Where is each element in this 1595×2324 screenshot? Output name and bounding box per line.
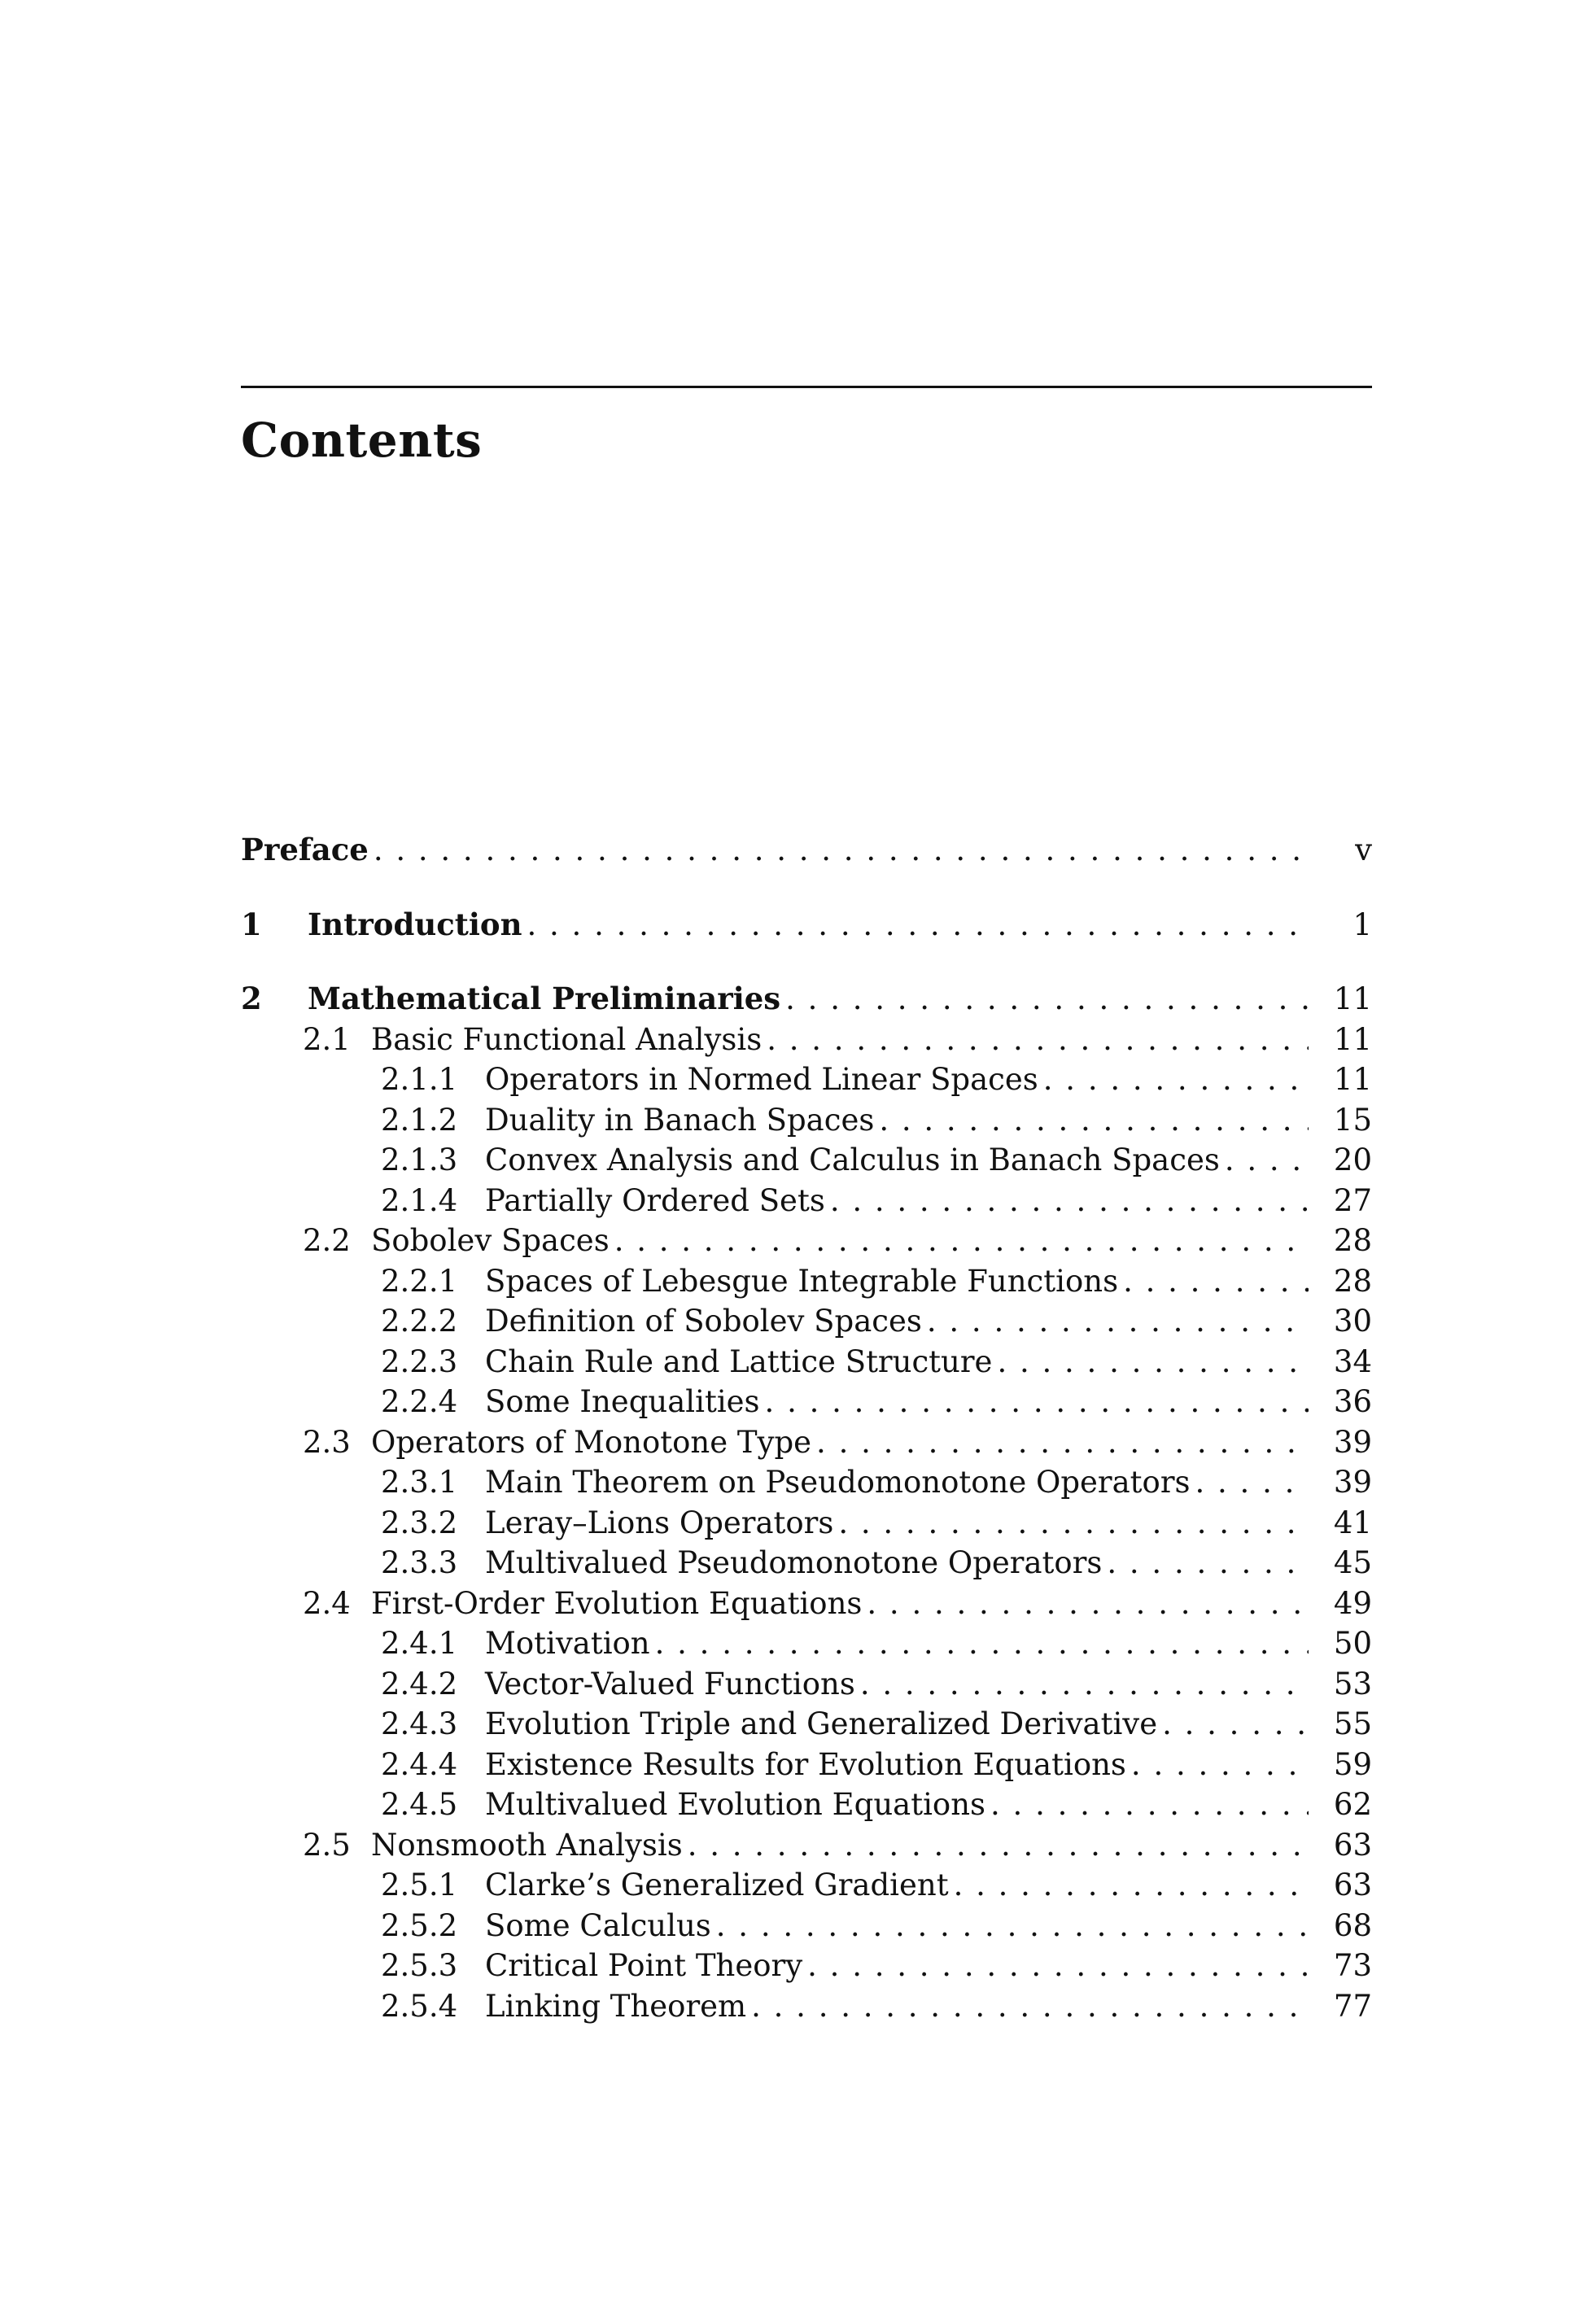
toc-entry-page: 45 bbox=[1333, 1545, 1372, 1580]
toc-entry-title: Vector-Valued Functions bbox=[485, 1666, 855, 1702]
toc-entry-subsection[interactable] bbox=[241, 1140, 1372, 1181]
toc-entry-page: 1 bbox=[1352, 906, 1372, 942]
toc-entry-title: Operators of Monotone Type bbox=[371, 1424, 812, 1460]
toc-entry-number: 2.5.4 bbox=[381, 1988, 458, 2024]
toc-entry-subsection[interactable] bbox=[241, 1986, 1372, 2027]
dot-leader bbox=[1131, 1745, 1309, 1785]
toc-entry-number: 2.5.1 bbox=[381, 1868, 458, 1902]
toc-entry-number: 2.2.1 bbox=[381, 1263, 458, 1299]
toc-entry-subsection[interactable] bbox=[241, 1342, 1372, 1383]
toc-entry-number: 2.2 bbox=[303, 1223, 351, 1258]
toc-entry-subsection[interactable] bbox=[241, 1462, 1372, 1503]
toc-entry-title: Motivation bbox=[485, 1626, 650, 1661]
toc-entry-title: Multivalued Pseudomonotone Operators bbox=[485, 1545, 1103, 1580]
toc-entry-page: 28 bbox=[1333, 1223, 1372, 1258]
toc-entry-number: 2.2.4 bbox=[381, 1384, 458, 1419]
toc-entry-section[interactable] bbox=[241, 1020, 1372, 1060]
toc-entry-number: 2.1.3 bbox=[381, 1142, 458, 1177]
dot-leader bbox=[954, 1865, 1309, 1906]
toc-entry-title: Introduction bbox=[308, 906, 522, 942]
toc-entry-page: 30 bbox=[1333, 1304, 1372, 1339]
dot-leader bbox=[655, 1623, 1309, 1664]
toc-entry-number: 2.1 bbox=[303, 1021, 351, 1057]
toc-entry-title: Some Calculus bbox=[485, 1907, 711, 1943]
toc-entry-title: Preface bbox=[241, 832, 369, 867]
toc-entry-number: 2.5 bbox=[303, 1827, 351, 1863]
toc-entry-title: Spaces of Lebesgue Integrable Functions bbox=[485, 1263, 1119, 1299]
toc-entry-number: 2.3 bbox=[303, 1424, 351, 1460]
toc-entry-page: 63 bbox=[1333, 1827, 1372, 1863]
dot-leader bbox=[927, 1301, 1309, 1342]
toc-entry-number: 2 bbox=[241, 981, 262, 1016]
toc-entry-chapter-1[interactable] bbox=[241, 905, 1372, 946]
table-of-contents bbox=[241, 830, 1372, 2026]
dot-leader bbox=[1123, 1261, 1309, 1302]
toc-entry-number: 2.3.3 bbox=[381, 1545, 458, 1580]
toc-entry-page: 49 bbox=[1333, 1585, 1372, 1621]
toc-entry-page: 20 bbox=[1333, 1142, 1372, 1177]
toc-entry-subsection[interactable] bbox=[241, 1784, 1372, 1825]
dot-leader bbox=[767, 1020, 1309, 1060]
toc-entry-section[interactable] bbox=[241, 1584, 1372, 1624]
dot-leader bbox=[807, 1946, 1309, 1986]
toc-entry-number: 2.1.4 bbox=[381, 1182, 458, 1218]
toc-entry-subsection[interactable] bbox=[241, 1745, 1372, 1785]
toc-entry-section[interactable] bbox=[241, 1422, 1372, 1463]
toc-entry-title: Duality in Banach Spaces bbox=[485, 1102, 875, 1138]
toc-entry-page: 39 bbox=[1333, 1465, 1372, 1500]
toc-entry-page: 15 bbox=[1333, 1102, 1372, 1138]
toc-entry-title: Evolution Triple and Generalized Derivative bbox=[485, 1706, 1158, 1741]
toc-entry-title: Convex Analysis and Calculus in Banach Spaces bbox=[485, 1142, 1220, 1177]
toc-entry-page: 28 bbox=[1333, 1263, 1372, 1299]
toc-entry-number: 2.4.2 bbox=[381, 1666, 458, 1702]
header-rule bbox=[241, 386, 1372, 388]
toc-entry-title: Mathematical Preliminaries bbox=[308, 981, 781, 1016]
toc-entry-number: 2.3.1 bbox=[381, 1465, 458, 1500]
dot-leader bbox=[716, 1906, 1309, 1946]
toc-entry-page: 11 bbox=[1333, 1062, 1372, 1097]
toc-entry-page: 11 bbox=[1333, 1021, 1372, 1057]
toc-entry-page: 77 bbox=[1333, 1988, 1372, 2024]
toc-entry-number: 1 bbox=[241, 906, 262, 942]
toc-entry-subsection[interactable] bbox=[241, 1181, 1372, 1221]
toc-entry-number: 2.5.3 bbox=[381, 1948, 458, 1983]
dot-leader bbox=[614, 1221, 1309, 1261]
dot-leader bbox=[1225, 1140, 1309, 1181]
dot-leader bbox=[879, 1100, 1309, 1141]
dot-leader bbox=[997, 1342, 1309, 1383]
toc-entry-number: 2.4 bbox=[303, 1585, 351, 1621]
dot-leader bbox=[765, 1382, 1309, 1422]
dot-leader bbox=[688, 1825, 1309, 1866]
toc-entry-page: 36 bbox=[1333, 1384, 1372, 1419]
toc-entry-subsection[interactable] bbox=[241, 1100, 1372, 1141]
dot-leader bbox=[1043, 1059, 1309, 1100]
dot-leader bbox=[860, 1664, 1309, 1705]
toc-entry-page: 62 bbox=[1333, 1787, 1372, 1822]
toc-entry-subsection[interactable] bbox=[241, 1704, 1372, 1745]
toc-entry-title: Leray–Lions Operators bbox=[485, 1505, 834, 1540]
dot-leader bbox=[1107, 1543, 1309, 1584]
toc-entry-chapter-2[interactable] bbox=[241, 979, 1372, 1020]
toc-entry-number: 2.1.1 bbox=[381, 1062, 458, 1097]
toc-entry-number: 2.4.3 bbox=[381, 1706, 458, 1741]
toc-entry-section[interactable] bbox=[241, 1221, 1372, 1261]
toc-entry-page: 53 bbox=[1333, 1666, 1372, 1702]
toc-entry-page: 68 bbox=[1333, 1907, 1372, 1943]
toc-entry-number: 2.2.2 bbox=[381, 1304, 458, 1339]
toc-entry-page: 50 bbox=[1333, 1626, 1372, 1661]
toc-entry-number: 2.1.2 bbox=[381, 1102, 458, 1138]
toc-entry-page: 41 bbox=[1333, 1505, 1372, 1540]
toc-entry-number: 2.4.4 bbox=[381, 1746, 458, 1782]
toc-entry-title: Multivalued Evolution Equations bbox=[485, 1787, 986, 1822]
toc-entry-title: First-Order Evolution Equations bbox=[371, 1585, 863, 1621]
dot-leader bbox=[1195, 1462, 1309, 1503]
toc-entry-page: 39 bbox=[1333, 1424, 1372, 1460]
toc-entry-title: Operators in Normed Linear Spaces bbox=[485, 1062, 1038, 1097]
toc-entry-subsection[interactable] bbox=[241, 1543, 1372, 1584]
toc-entry-title: Linking Theorem bbox=[485, 1988, 747, 2024]
toc-entry-subsection[interactable] bbox=[241, 1301, 1372, 1342]
toc-entry-page: 34 bbox=[1333, 1343, 1372, 1379]
toc-entry-subsection[interactable] bbox=[241, 1059, 1372, 1100]
toc-entry-title: Partially Ordered Sets bbox=[485, 1182, 825, 1218]
page-title: Contents bbox=[241, 413, 483, 468]
toc-entry-title: Some Inequalities bbox=[485, 1384, 760, 1419]
dot-leader bbox=[816, 1422, 1309, 1463]
toc-entry-title: Definition of Sobolev Spaces bbox=[485, 1304, 922, 1339]
dot-leader bbox=[867, 1584, 1309, 1624]
toc-entry-page: 27 bbox=[1333, 1182, 1372, 1218]
toc-entry-subsection[interactable] bbox=[241, 1946, 1372, 1986]
toc-entry-number: 2.3.2 bbox=[381, 1505, 458, 1540]
toc-entry-subsection[interactable] bbox=[241, 1261, 1372, 1302]
dot-leader bbox=[838, 1503, 1309, 1544]
toc-entry-title: Basic Functional Analysis bbox=[371, 1021, 763, 1057]
dot-leader bbox=[785, 979, 1309, 1020]
dot-leader bbox=[1162, 1704, 1309, 1745]
dot-leader bbox=[527, 905, 1309, 946]
toc-entry-subsection[interactable] bbox=[241, 1865, 1372, 1906]
toc-entry-page: v bbox=[1355, 832, 1372, 867]
toc-entry-page: 73 bbox=[1333, 1948, 1372, 1983]
toc-entry-title: Main Theorem on Pseudomonotone Operators bbox=[485, 1465, 1191, 1500]
toc-entry-title: Existence Results for Evolution Equations bbox=[485, 1746, 1126, 1782]
toc-entry-preface[interactable] bbox=[241, 830, 1372, 871]
toc-entry-subsection[interactable] bbox=[241, 1503, 1372, 1544]
toc-entry-number: 2.4.1 bbox=[381, 1626, 458, 1661]
toc-entry-title: Nonsmooth Analysis bbox=[371, 1827, 683, 1863]
toc-entry-number: 2.4.5 bbox=[381, 1787, 458, 1822]
toc-entry-subsection[interactable] bbox=[241, 1382, 1372, 1422]
dot-leader bbox=[751, 1986, 1309, 2027]
toc-entry-subsection[interactable] bbox=[241, 1623, 1372, 1664]
toc-entry-section[interactable] bbox=[241, 1825, 1372, 1866]
dot-leader bbox=[990, 1784, 1309, 1825]
toc-entry-page: 11 bbox=[1333, 981, 1372, 1016]
toc-entry-page: 63 bbox=[1333, 1868, 1372, 1902]
toc-entry-title: Clarke’s Generalized Gradient bbox=[485, 1868, 949, 1902]
toc-entry-title: Critical Point Theory bbox=[485, 1948, 803, 1983]
toc-entry-page: 59 bbox=[1333, 1746, 1372, 1782]
toc-entry-title: Sobolev Spaces bbox=[371, 1223, 610, 1258]
toc-entry-page: 55 bbox=[1333, 1706, 1372, 1741]
toc-entry-number: 2.2.3 bbox=[381, 1343, 458, 1379]
dot-leader bbox=[374, 830, 1309, 871]
toc-entry-title: Chain Rule and Lattice Structure bbox=[485, 1343, 993, 1379]
toc-entry-number: 2.5.2 bbox=[381, 1907, 458, 1943]
dot-leader bbox=[830, 1181, 1309, 1221]
toc-entry-subsection[interactable] bbox=[241, 1906, 1372, 1946]
toc-entry-subsection[interactable] bbox=[241, 1664, 1372, 1705]
